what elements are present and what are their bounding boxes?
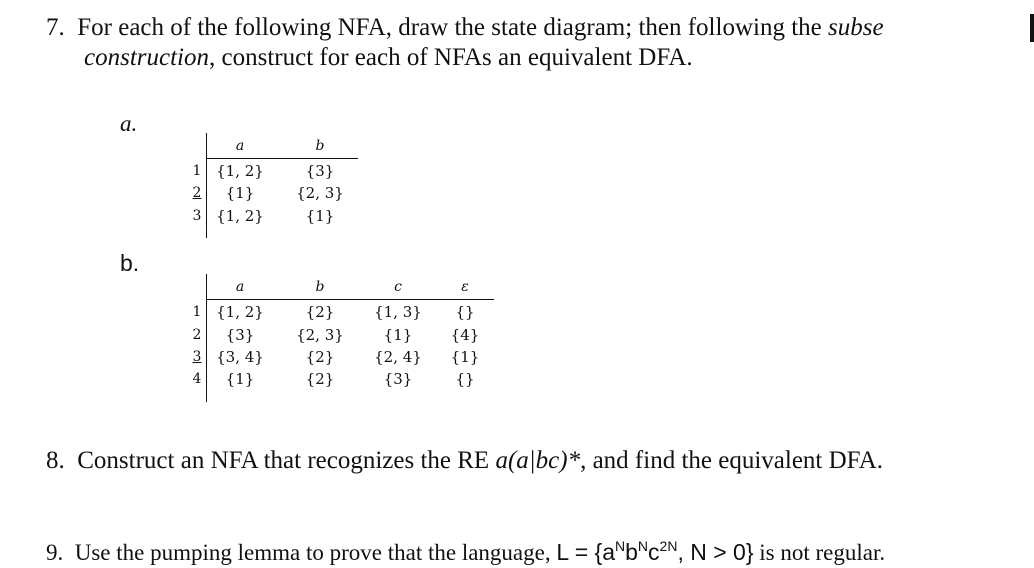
table-cell: {1, 2} — [216, 303, 264, 321]
q7-text-1-italic: subse — [828, 14, 884, 41]
table-cell: {1, 3} — [374, 303, 422, 321]
q8-regex: a(a|bc)* — [495, 447, 581, 474]
part-a-header: b — [315, 138, 325, 154]
state-label: 1 — [192, 163, 202, 179]
q9-sup: 2N — [659, 538, 678, 554]
q9-lang-end: , N > 0} — [677, 539, 754, 565]
q7-line-2 — [84, 44, 693, 72]
q9-lang-L: L = {a — [556, 539, 615, 565]
q9-text: Use the pumping lemma to prove that the language, — [74, 540, 551, 565]
part-b-header: a — [235, 279, 245, 295]
q7-text-2: , construct for each of NFAs an equivalent DFA. — [209, 44, 693, 71]
part-b-label: b. — [120, 250, 140, 276]
q7-text-2-italic: construction — [84, 44, 209, 71]
table-cell: {1, 2} — [216, 162, 264, 180]
page-edge-mask — [1018, 14, 1030, 42]
q9-language — [556, 539, 753, 565]
table-cell: {1} — [305, 207, 335, 225]
table-cell: {} — [455, 303, 475, 321]
table-cell: {2} — [305, 348, 335, 366]
table-cell: {3} — [383, 370, 413, 388]
table-cell: {2} — [305, 370, 335, 388]
question-9 — [46, 538, 885, 566]
q7-line-1 — [46, 14, 884, 42]
q8-text-after: , and find the equivalent DFA. — [580, 447, 884, 474]
q9-sup: N — [614, 538, 626, 554]
state-label: 1 — [192, 304, 202, 320]
table-cell: {3, 4} — [216, 348, 264, 366]
table-cell: {1} — [450, 348, 480, 366]
part-b-header: b — [315, 279, 325, 295]
state-label: 3 — [192, 349, 202, 365]
table-cell: {1} — [383, 326, 413, 344]
state-label: 2 — [192, 185, 202, 201]
table-cell: {1} — [225, 370, 255, 388]
question-8 — [46, 447, 883, 475]
q8-text: Construct an NFA that recognizes the RE — [77, 447, 490, 474]
table-cell: {2, 4} — [374, 348, 422, 366]
state-label: 3 — [192, 208, 202, 224]
table-cell: {2, 3} — [296, 326, 344, 344]
part-a-label: a. — [120, 111, 138, 136]
q9-number: 9. — [46, 540, 64, 565]
q7-text-1: For each of the following NFA, draw the state diagram; then following the — [77, 14, 822, 41]
table-cell: {3} — [225, 326, 255, 344]
state-label: 4 — [192, 371, 202, 387]
table-cell: {1} — [225, 184, 255, 202]
part-b-header: c — [394, 279, 402, 295]
q9-sup: N — [637, 538, 649, 554]
part-a-header: a — [235, 138, 245, 154]
q7-number: 7. — [46, 14, 65, 41]
table-cell: {1, 2} — [216, 207, 264, 225]
table-cell: {2, 3} — [296, 184, 344, 202]
part-b-header: ε — [461, 279, 469, 295]
q9-text-after: is not regular. — [759, 540, 886, 565]
table-cell: {2} — [305, 303, 335, 321]
table-cell: {} — [455, 370, 475, 388]
q9-lang-b: b — [625, 539, 638, 565]
q9-lang-c: c — [648, 539, 660, 565]
state-label: 2 — [192, 327, 202, 343]
page-edge-bar — [1030, 14, 1034, 42]
table-cell: {3} — [305, 162, 335, 180]
table-cell: {4} — [450, 326, 480, 344]
q8-number: 8. — [46, 447, 65, 474]
